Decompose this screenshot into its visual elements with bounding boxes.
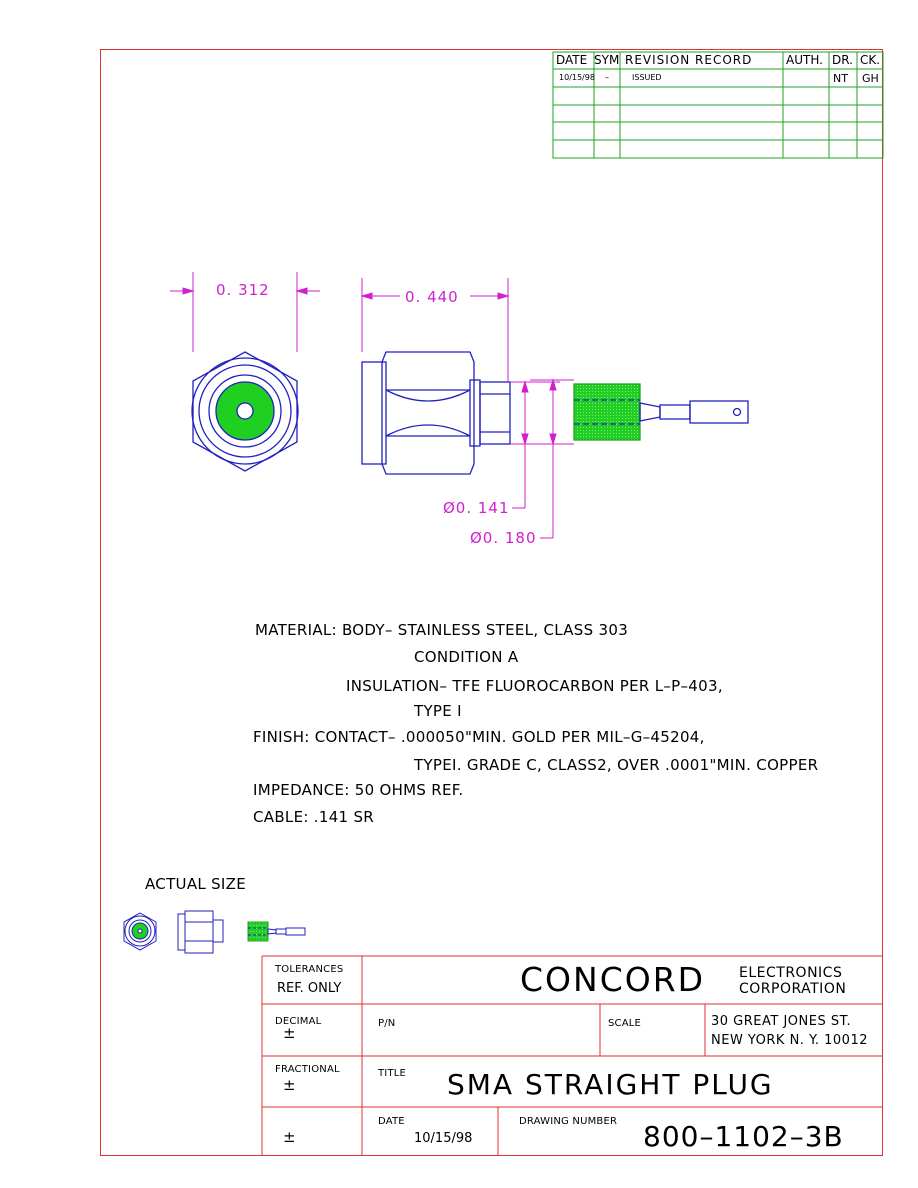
company-sub-electronics: ELECTRONICS	[739, 965, 843, 981]
dim-dia-180: Ø0. 180	[470, 529, 537, 547]
rev-row-date: 10/15/98	[559, 73, 595, 82]
dim-body-length: 0. 440	[405, 288, 459, 306]
title-label: TITLE	[378, 1068, 407, 1079]
note-impedance: IMPEDANCE: 50 OHMS REF.	[253, 781, 464, 799]
third-pm: ±	[283, 1128, 296, 1146]
rev-header-auth: AUTH.	[786, 53, 823, 67]
rev-header-sym: SYM	[594, 53, 620, 67]
address-line-1: 30 GREAT JONES ST.	[711, 1014, 852, 1029]
company-sub-corporation: CORPORATION	[739, 981, 847, 997]
dim-hex-width: 0. 312	[216, 281, 270, 299]
note-finish: FINISH: CONTACT– .000050"MIN. GOLD PER MIL–G–45204,	[253, 728, 705, 746]
fractional-label: FRACTIONAL	[275, 1064, 340, 1075]
rev-row-sym: –	[605, 73, 609, 82]
decimal-pm: ±	[283, 1024, 296, 1042]
actual-size-label: ACTUAL SIZE	[145, 875, 246, 893]
drawing-number-label: DRAWING NUMBER	[519, 1116, 618, 1127]
dim-dia-141: Ø0. 141	[443, 499, 510, 517]
date-label: DATE	[378, 1116, 405, 1127]
date-value: 10/15/98	[414, 1131, 473, 1146]
rev-row-dr: NT	[833, 72, 848, 85]
rev-header-record: REVISION RECORD	[625, 53, 753, 67]
drawing-number: 800–1102–3B	[643, 1120, 844, 1153]
rev-row-record: ISSUED	[632, 73, 662, 82]
tolerances-value: REF. ONLY	[277, 981, 342, 996]
tolerances-label: TOLERANCES	[275, 964, 344, 975]
address-line-2: NEW YORK N. Y. 10012	[711, 1033, 868, 1048]
note-insulation: INSULATION– TFE FLUOROCARBON PER L–P–403,	[346, 677, 723, 695]
note-condition: CONDITION A	[414, 648, 519, 666]
side-view	[362, 352, 748, 474]
rev-row-ck: GH	[862, 72, 879, 85]
note-finish-2: TYPEI. GRADE C, CLASS2, OVER .0001"MIN. COPPER	[414, 756, 819, 774]
note-material: MATERIAL: BODY– STAINLESS STEEL, CLASS 303	[255, 621, 629, 639]
note-cable: CABLE: .141 SR	[253, 808, 374, 826]
rev-header-dr: DR.	[832, 53, 853, 67]
drawing-title: SMA STRAIGHT PLUG	[447, 1068, 774, 1101]
scale-label: SCALE	[608, 1018, 642, 1029]
rev-header-date: DATE	[556, 53, 588, 67]
note-type: TYPE I	[414, 702, 462, 720]
decimal-label: DECIMAL	[275, 1016, 322, 1027]
rev-header-ck: CK.	[860, 53, 881, 67]
actual-size-miniature	[124, 911, 305, 953]
company-name: CONCORD	[520, 960, 706, 999]
hex-front-view	[192, 352, 298, 471]
fractional-pm: ±	[283, 1076, 296, 1094]
pn-label: P/N	[378, 1018, 396, 1029]
revision-table-grid	[553, 52, 883, 158]
